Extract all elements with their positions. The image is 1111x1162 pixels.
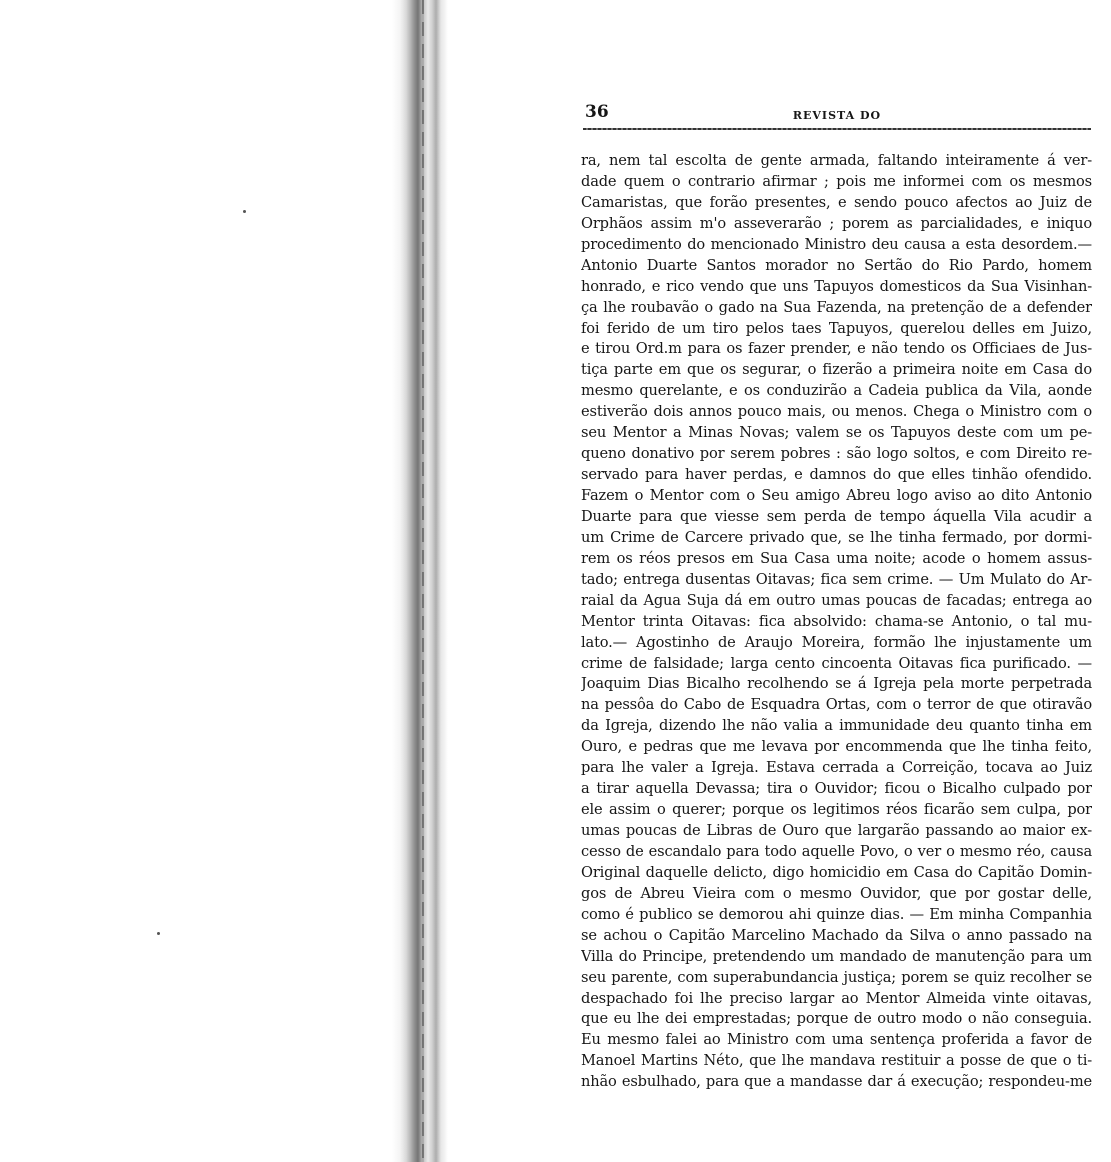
text-line: na pessôa do Cabo de Esquadra Ortas, com o terror de que otiravão: [581, 696, 1092, 714]
text-line: Antonio Duarte Santos morador no Sertão do Rio Pardo, homem: [581, 256, 1092, 274]
text-line: se achou o Capitão Marcelino Machado da Silva o anno passado na: [581, 926, 1092, 944]
text-line: despachado foi lhe preciso largar ao Mentor Almeida vinte oitavas,: [581, 989, 1092, 1007]
text-line: honrado, e rico vendo que uns Tapuyos domesticos da Sua Visinhan-: [581, 277, 1092, 295]
text-line: Villa do Principe, pretendendo um mandado de manutenção para um: [581, 947, 1092, 965]
text-line: e tirou Ord.m para os fazer prender, e não tendo os Officiaes de Jus-: [581, 340, 1092, 358]
text-line: Fazem o Mentor com o Seu amigo Abreu logo aviso ao dito Antonio: [581, 487, 1092, 504]
text-line: lato.— Agostinho de Araujo Moreira, formão lhe injustamente um: [581, 633, 1092, 651]
text-line: ele assim o querer; porque os legitimos réos ficarão sem culpa, por: [581, 801, 1092, 819]
scan-speck: [243, 210, 246, 213]
text-line: tiça parte em que os segurar, o fizerão a primeira noite em Casa do: [581, 361, 1092, 379]
scan-speck: [157, 932, 160, 935]
text-line: estiverão dois annos pouco mais, ou menos. Chega o Ministro com o: [581, 403, 1092, 421]
text-line: Eu mesmo falei ao Ministro com uma sentença proferida a favor de: [581, 1031, 1092, 1049]
text-line: nhão esbulhado, para que a mandasse dar á execução; respondeu-me: [581, 1073, 1092, 1091]
text-line: como é publico se demorou ahi quinze dias. — Em minha Companhia: [581, 905, 1092, 923]
text-line: servado para haver perdas, e damnos do que elles tinhão ofendido.: [581, 466, 1092, 484]
text-line: procedimento do mencionado Ministro deu causa a esta desordem.—: [581, 235, 1092, 253]
text-line: cesso de escandalo para todo aquelle Povo, o ver o mesmo réo, causa: [581, 842, 1092, 860]
text-line: Duarte para que viesse sem perda de tempo áquella Vila acudir a: [581, 507, 1092, 525]
text-line: mesmo querelante, e os conduzirão a Cadeia publica da Vila, aonde: [581, 382, 1092, 400]
text-line: que eu lhe dei emprestadas; porque de outro modo o não conseguia.: [581, 1010, 1092, 1028]
text-line: Mentor trinta Oitavas: fica absolvido: chama-se Antonio, o tal mu-: [581, 612, 1092, 630]
text-line: Camaristas, que forão presentes, e sendo pouco afectos ao Juiz de: [581, 193, 1092, 211]
text-line: gos de Abreu Vieira com o mesmo Ouvidor, que por gostar delle,: [581, 884, 1092, 902]
text-line: ça lhe roubavão o gado na Sua Fazenda, na pretenção de a defender: [581, 298, 1092, 316]
text-line: Joaquim Dias Bicalho recolhendo se á Igreja pela morte perpetrada: [581, 675, 1092, 693]
text-line: ra, nem tal escolta de gente armada, faltando inteiramente á ver-: [581, 152, 1092, 169]
text-line: a tirar aquella Devassa; tira o Ouvidor; ficou o Bicalho culpado por: [581, 780, 1092, 798]
text-line: Ouro, e pedras que me levava por encommenda que lhe tinha feito,: [581, 738, 1092, 756]
body-text: [581, 151, 1092, 1151]
text-line: da Igreja, dizendo lhe não valia a immunidade deu quanto tinha em: [581, 717, 1092, 735]
page-header: [583, 100, 1091, 134]
text-line: Manoel Martins Néto, que lhe mandava restituir a posse de que o ti-: [581, 1052, 1092, 1070]
text-line: crime de falsidade; larga cento cincoenta Oitavas fica purificado. —: [581, 654, 1092, 672]
text-line: queno donativo por serem pobres : são logo soltos, e com Direito re-: [581, 445, 1092, 463]
text-line: umas poucas de Libras de Ouro que largarão passando ao maior ex-: [581, 822, 1092, 839]
text-line: dade quem o contrario afirmar ; pois me informei com os mesmos: [581, 172, 1092, 190]
text-line: foi ferido de um tiro pelos taes Tapuyos, querelou delles em Juizo,: [581, 319, 1092, 337]
text-line: para lhe valer a Igreja. Estava cerrada a Correição, tocava ao Juiz: [581, 759, 1092, 777]
text-line: raial da Agua Suja dá em outro umas poucas de facadas; entrega ao: [581, 591, 1092, 609]
text-line: um Crime de Carcere privado que, se lhe tinha fermado, por dormi-: [581, 528, 1092, 546]
scan-binding-gutter: [392, 0, 452, 1162]
text-line: seu parente, com superabundancia justiça; porem se quiz recolher se: [581, 968, 1092, 986]
text-line: Original daquelle delicto, digo homicidio em Casa do Capitão Domin-: [581, 863, 1092, 881]
text-line: tado; entrega dusentas Oitavas; fica sem crime. — Um Mulato do Ar-: [581, 570, 1092, 588]
text-line: rem os réos presos em Sua Casa uma noite; acode o homem assus-: [581, 549, 1092, 567]
running-head: REVISTA DO: [792, 109, 882, 122]
page-number: 36: [585, 102, 609, 122]
text-line: Orphãos assim m'o asseverarão ; porem as parcialidades, e iniquo: [581, 214, 1092, 232]
header-rule: [583, 128, 1091, 130]
text-line: seu Mentor a Minas Novas; valem se os Tapuyos deste com um pe-: [581, 424, 1092, 442]
